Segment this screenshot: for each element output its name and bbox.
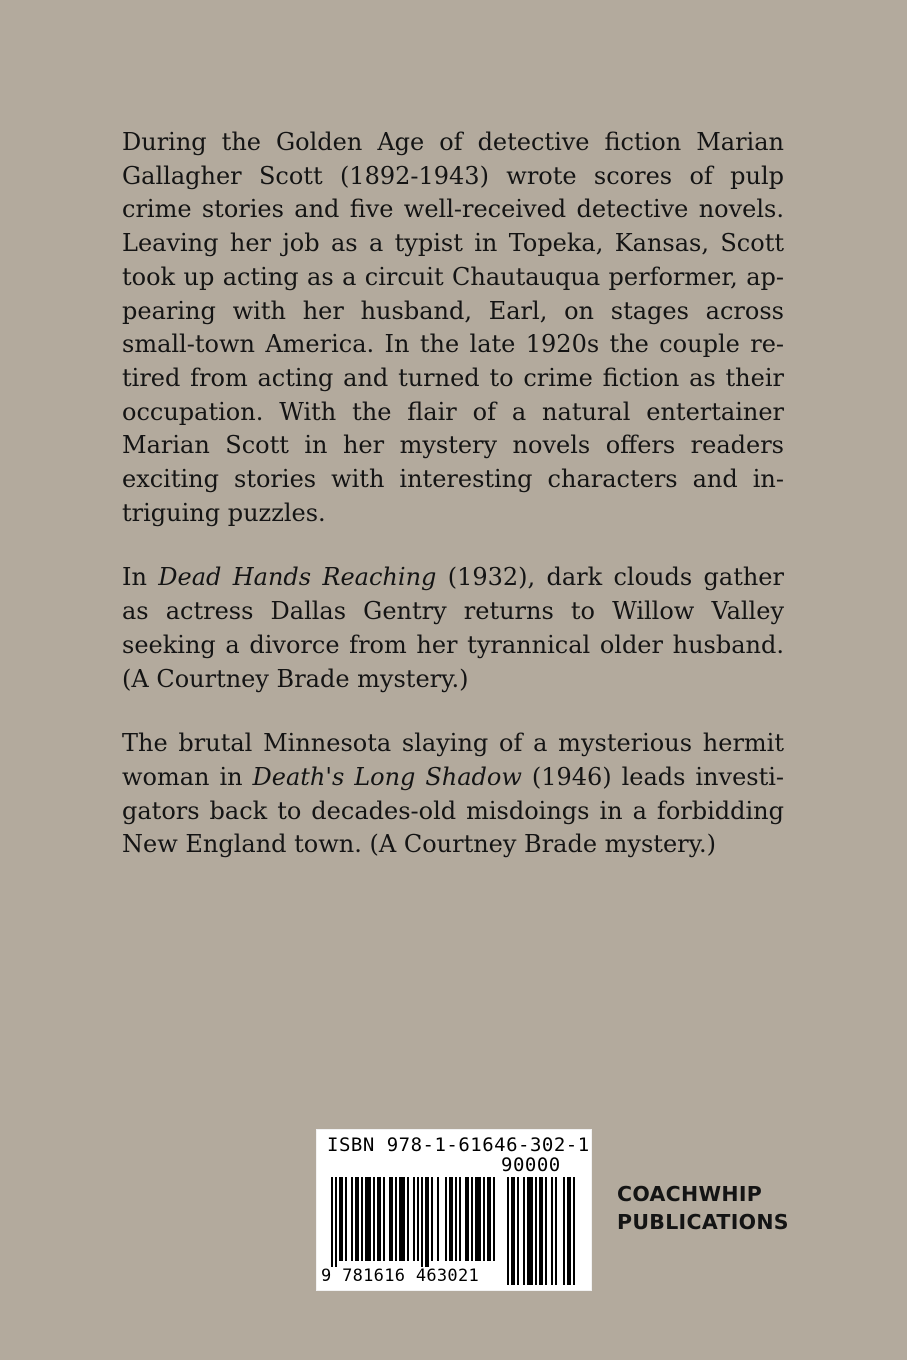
barcode-bar: [339, 1177, 343, 1261]
barcode-bar: [567, 1177, 571, 1285]
author-bio-paragraph: During the Golden Age of detective fiction Marian Gallagher Scott (1892-1943) wrote scores of pulp crime stories and five well-received detective novels. Leaving her job as a typist in Topeka, Kansas, Scott took up acting as a circuit Chautauqua performer, appearing with her husband, Earl, on stages across small-town America. In the late 1920s the couple retired from acting and turned to crime fiction as their occupation. With the flair of a natural entertainer Marian Scott in her mystery novels offers readers exciting stories with interesting characters and intriguing puzzles.: [122, 128, 784, 527]
barcode-bar: [527, 1177, 533, 1285]
para-rest: (1946) leads investigators back to decades-old misdoings in a forbidding New England town. (A Courtney Brade mystery.): [122, 762, 785, 859]
barcode-bar: [483, 1177, 485, 1261]
barcode-bar: [493, 1177, 495, 1261]
barcode-bar: [413, 1177, 415, 1261]
publisher-name-line1: COACHWHIP: [617, 1182, 763, 1206]
barcode-bar: [535, 1177, 537, 1285]
barcode-bar: [551, 1177, 553, 1285]
barcode-bar: [431, 1177, 433, 1261]
barcode-bar: [351, 1177, 353, 1261]
barcode-bar: [383, 1177, 385, 1261]
barcode-bar: [373, 1177, 375, 1261]
book-description-deaths-long-shadow: [122, 727, 784, 862]
barcode-bar: [445, 1177, 447, 1261]
barcode-bar: [407, 1177, 409, 1261]
barcode-bar: [455, 1177, 457, 1261]
barcode-bar: [395, 1177, 397, 1261]
barcode-bar: [517, 1177, 519, 1285]
barcode-bar: [355, 1177, 359, 1261]
barcode-bar: [563, 1177, 565, 1285]
barcode-bar: [389, 1177, 393, 1261]
barcode-bar: [507, 1177, 509, 1285]
barcode-bar: [511, 1177, 515, 1285]
barcode-bar: [365, 1177, 371, 1261]
barcode-bar: [417, 1177, 419, 1261]
barcode-bar: [345, 1177, 347, 1261]
barcode-bar: [425, 1177, 429, 1267]
barcode-bar: [487, 1177, 491, 1261]
barcode-bar: [523, 1177, 525, 1285]
para-lead: In: [122, 563, 159, 592]
publisher-name-line2: PUBLICATIONS: [617, 1210, 789, 1234]
barcode-bar: [459, 1177, 461, 1261]
barcode-bar: [399, 1177, 405, 1261]
price-code: 90000: [501, 1154, 561, 1176]
publisher-logo: [617, 1180, 789, 1236]
barcode-bar: [545, 1177, 547, 1285]
isbn-label: ISBN 978-1-61646-302-1: [327, 1134, 590, 1156]
book-title-deaths-long-shadow: Death's Long Shadow: [252, 762, 522, 791]
book-title-dead-hands-reaching: Dead Hands Reaching: [158, 563, 437, 592]
barcode-bar: [437, 1177, 439, 1261]
barcode-bar: [335, 1177, 337, 1267]
ean-digits: 9 781616 463021: [321, 1266, 480, 1286]
para-lead: The brutal Minnesota slaying of a mysterious hermit woman in: [122, 729, 784, 791]
barcode-bar: [361, 1177, 363, 1261]
barcode-bar: [421, 1177, 423, 1267]
barcode-bar: [475, 1177, 481, 1261]
para-rest: (1932), dark clouds gather as actress Dallas Gentry returns to Willow Valley seeking a divorce from her tyrannical older husband. (A Courtney Brade mystery.): [122, 563, 784, 693]
book-description-dead-hands: [122, 561, 784, 696]
barcode-bar: [573, 1177, 575, 1285]
barcode-bar: [471, 1177, 473, 1261]
back-cover-blurb: [122, 126, 784, 893]
barcode-bar: [555, 1177, 557, 1285]
addon-barcode-bars: [507, 1177, 583, 1285]
barcode-bar: [449, 1177, 453, 1261]
ean-barcode-bars: [331, 1177, 495, 1267]
barcode-bar: [331, 1177, 333, 1267]
isbn-barcode: [316, 1129, 592, 1291]
barcode-bar: [465, 1177, 469, 1261]
barcode-bar: [539, 1177, 543, 1285]
barcode-bar: [377, 1177, 381, 1261]
